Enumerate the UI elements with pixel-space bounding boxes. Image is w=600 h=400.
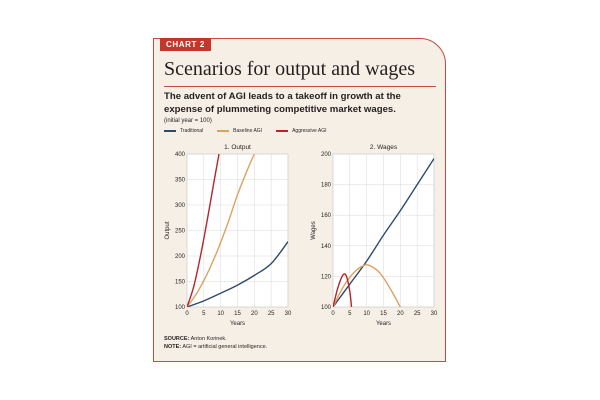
x-tick-label: 30 bbox=[430, 311, 438, 317]
y-tick-label: 400 bbox=[174, 152, 185, 158]
charts-area bbox=[153, 138, 446, 338]
legend-swatch-traditional bbox=[164, 130, 176, 132]
y-tick-label: 250 bbox=[174, 228, 185, 235]
x-tick-label: 5 bbox=[348, 311, 352, 317]
chart-tag: CHART 2 bbox=[160, 38, 211, 51]
x-tick-label: 5 bbox=[202, 311, 206, 317]
y-tick-label: 100 bbox=[320, 305, 331, 311]
chart-subtitle: The advent of AGI leads to a takeoff in growth at the expense of plummeting competitive market wages. bbox=[164, 91, 401, 115]
chart-panel-2 bbox=[333, 154, 434, 307]
source-label: SOURCE: bbox=[164, 336, 190, 342]
chart-panel-1 bbox=[187, 154, 288, 307]
note-line bbox=[164, 343, 267, 351]
legend-item-traditional bbox=[164, 128, 203, 134]
y-tick-label: 300 bbox=[174, 203, 185, 209]
y-tick-label: 200 bbox=[174, 254, 185, 260]
legend-label-traditional: Traditional bbox=[180, 128, 204, 134]
x-tick-label: 0 bbox=[331, 311, 335, 317]
legend-item-baseline-agi bbox=[217, 128, 262, 134]
source-text: Anton Korinek. bbox=[190, 336, 227, 342]
y-tick-label: 120 bbox=[320, 274, 331, 281]
y-axis-label: Wages bbox=[311, 221, 317, 240]
x-tick-label: 0 bbox=[185, 311, 189, 317]
y-tick-label: 160 bbox=[320, 213, 331, 220]
legend-label-aggressive-agi: Aggressive AGI bbox=[292, 128, 327, 134]
note-text: AGI = artificial general intelligence. bbox=[182, 344, 268, 350]
source-notes bbox=[164, 335, 267, 351]
y-tick-label: 150 bbox=[174, 279, 185, 286]
y-tick-label: 200 bbox=[320, 152, 331, 158]
source-line bbox=[164, 335, 267, 343]
x-axis-label: Years bbox=[229, 321, 246, 327]
x-tick-label: 15 bbox=[234, 311, 241, 317]
legend-label-baseline-agi: Baseline AGI bbox=[233, 128, 263, 134]
panel-title: 2. Wages bbox=[369, 144, 398, 151]
legend-swatch-baseline-agi bbox=[217, 130, 229, 132]
y-axis-label: Output bbox=[165, 221, 171, 240]
legend-item-aggressive-agi bbox=[276, 128, 326, 134]
x-tick-label: 25 bbox=[413, 311, 421, 317]
panel-title: 1. Output bbox=[224, 144, 251, 151]
y-tick-label: 100 bbox=[174, 305, 185, 311]
title-divider bbox=[164, 86, 436, 87]
x-tick-label: 10 bbox=[363, 311, 371, 317]
y-tick-label: 140 bbox=[320, 243, 331, 250]
y-tick-label: 350 bbox=[174, 177, 185, 184]
x-tick-label: 20 bbox=[396, 311, 404, 317]
legend-swatch-aggressive-agi bbox=[276, 130, 288, 132]
unit-note: (initial year = 100) bbox=[164, 118, 212, 124]
x-tick-label: 10 bbox=[217, 311, 225, 317]
x-tick-label: 15 bbox=[380, 311, 387, 317]
legend bbox=[164, 128, 327, 134]
x-tick-label: 30 bbox=[284, 311, 292, 317]
x-axis-label: Years bbox=[375, 321, 392, 327]
y-tick-label: 180 bbox=[320, 182, 331, 189]
note-label: NOTE: bbox=[164, 344, 182, 350]
x-tick-label: 20 bbox=[250, 311, 258, 317]
x-tick-label: 25 bbox=[267, 311, 275, 317]
chart-title: Scenarios for output and wages bbox=[164, 58, 416, 80]
